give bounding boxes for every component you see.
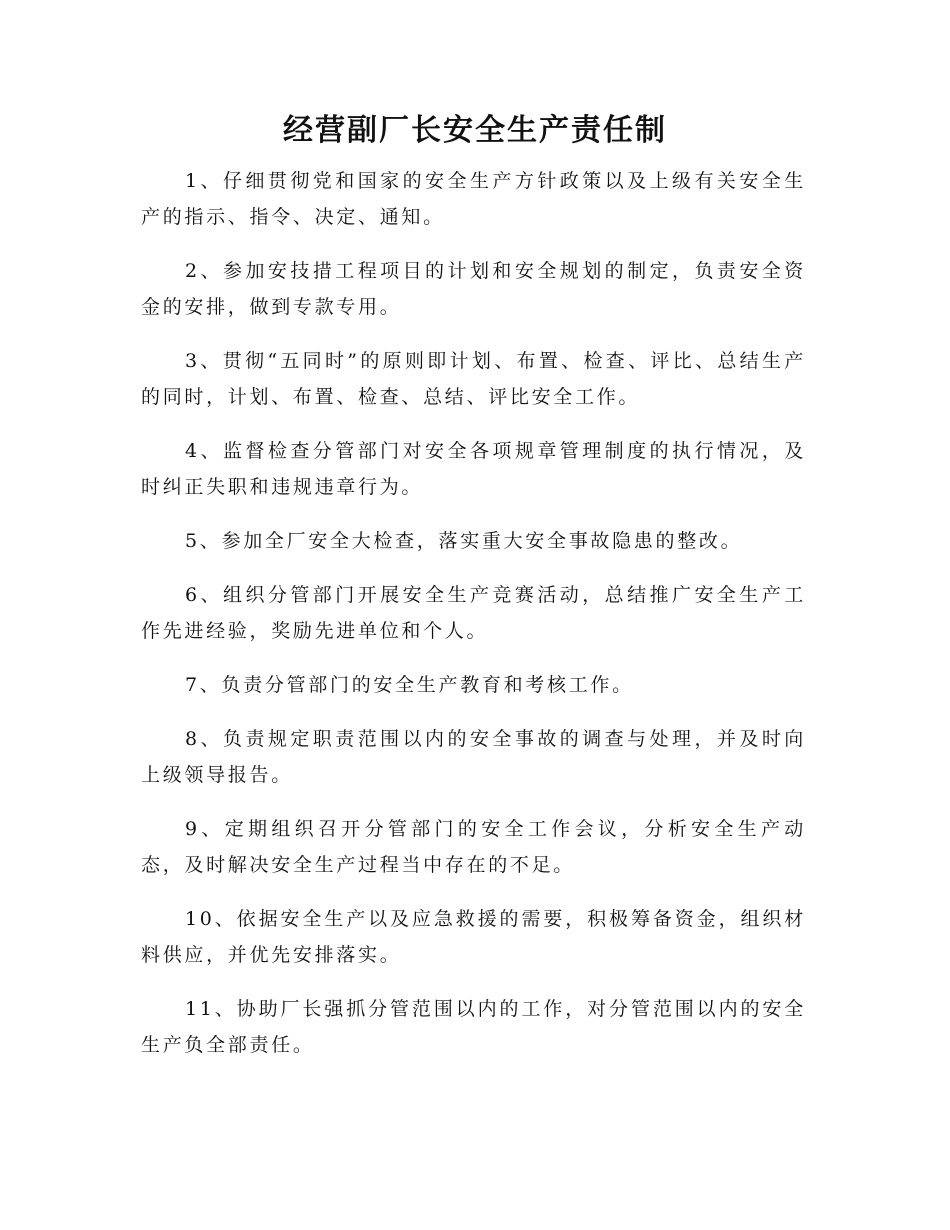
responsibility-item-1: 1、仔细贯彻党和国家的安全生产方针政策以及上级有关安全生产的指示、指令、决定、通知。 — [141, 170, 806, 228]
document-title: 经营副厂长安全生产责任制 — [283, 113, 667, 148]
responsibility-item-3: 3、贯彻“五同时”的原则即计划、布置、检查、评比、总结生产的同时，计划、布置、检查、总结、评比安全工作。 — [141, 350, 806, 408]
responsibility-item-9: 9、定期组织召开分管部门的安全工作会议，分析安全生产动态，及时解决安全生产过程当中存在的不足。 — [141, 818, 806, 876]
responsibility-item-8: 8、负责规定职责范围以内的安全事故的调查与处理，并及时向上级领导报告。 — [141, 728, 806, 786]
responsibility-item-5: 5、参加全厂安全大检查，落实重大安全事故隐患的整改。 — [185, 530, 743, 552]
responsibility-item-7: 7、负责分管部门的安全生产教育和考核工作。 — [185, 674, 634, 696]
responsibility-item-6: 6、组织分管部门开展安全生产竞赛活动，总结推广安全生产工作先进经验，奖励先进单位和个人。 — [141, 584, 806, 642]
responsibility-item-4: 4、监督检查分管部门对安全各项规章管理制度的执行情况，及时纠正失职和违规违章行为。 — [141, 440, 806, 498]
responsibility-item-2: 2、参加安技措工程项目的计划和安全规划的制定，负责安全资金的安排，做到专款专用。 — [141, 260, 806, 318]
responsibility-item-10: 10、依据安全生产以及应急救援的需要，积极筹备资金，组织材料供应，并优先安排落实。 — [141, 908, 806, 966]
responsibility-item-11: 11、协助厂长强抓分管范围以内的工作，对分管范围以内的安全生产负全部责任。 — [141, 998, 806, 1056]
responsibility-list — [141, 163, 806, 1081]
